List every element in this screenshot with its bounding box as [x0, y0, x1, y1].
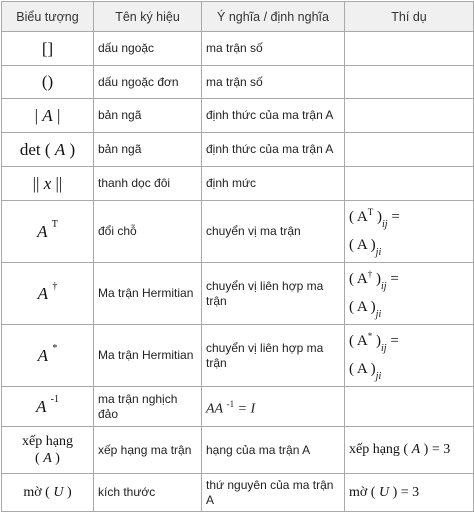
- name-cell: bản ngã: [94, 133, 202, 167]
- meaning-cell: định mức: [202, 167, 345, 201]
- symbol-cell: [2, 325, 94, 387]
- name-cell: thanh dọc đôi: [94, 167, 202, 201]
- table-row: [2, 133, 474, 167]
- example-cell: [345, 99, 474, 133]
- meaning-cell: thứ nguyên của ma trận A: [202, 474, 345, 512]
- table-row: [2, 263, 474, 325]
- meaning-cell: định thức của ma trận A: [202, 133, 345, 167]
- name-cell: kích thước: [94, 474, 202, 512]
- symbol-variable: A: [42, 105, 53, 125]
- symbol-variable: A: [37, 345, 49, 365]
- example-text: ) = 3: [420, 442, 451, 457]
- example-text: xếp hạng (: [349, 442, 412, 457]
- matrix-symbols-table: [1, 1, 474, 512]
- example-cell: [345, 66, 474, 99]
- symbol-text: xếp hạng: [22, 434, 73, 449]
- symbol-cell: [2, 387, 94, 427]
- meaning-variable: AA: [206, 401, 224, 417]
- example-subscript: ji: [375, 247, 382, 258]
- example-subscript: ji: [375, 371, 382, 382]
- symbol-text: mờ (: [23, 485, 54, 500]
- example-cell: [345, 32, 474, 66]
- example-rhs: ( A ): [349, 299, 376, 315]
- example-rhs: ( A ): [349, 237, 376, 253]
- name-cell: Ma trận Hermitian: [94, 325, 202, 387]
- meaning-cell: chuyển vị ma trận: [202, 201, 345, 263]
- name-cell: dấu ngoặc đơn: [94, 66, 202, 99]
- example-superscript: *: [367, 331, 373, 341]
- symbol-cell: [2, 99, 94, 133]
- example-lhs-close: ): [373, 209, 382, 225]
- meaning-cell: [202, 387, 345, 427]
- symbol-variable: A: [36, 396, 47, 416]
- symbol-variable: x: [43, 173, 52, 193]
- meaning-cell: ma trận số: [202, 32, 345, 66]
- example-rhs: ( A ): [349, 361, 376, 377]
- name-cell: ma trận nghịch đảo: [94, 387, 202, 427]
- table-row: [2, 325, 474, 387]
- symbol-superscript: -1: [50, 393, 59, 405]
- example-superscript: †: [367, 269, 373, 279]
- table-row: [2, 167, 474, 201]
- symbol-text: (: [35, 451, 44, 466]
- symbol-text: |: [34, 105, 43, 125]
- table-row: [2, 427, 474, 474]
- symbol-cell: [2, 263, 94, 325]
- symbol-cell: [2, 133, 94, 167]
- example-lhs: ( A: [349, 209, 368, 225]
- example-cell: [345, 387, 474, 427]
- example-cell: [345, 325, 474, 387]
- example-cell: [345, 167, 474, 201]
- example-text: mờ (: [349, 484, 379, 500]
- example-equals: =: [386, 271, 399, 287]
- meaning-cell: ma trận số: [202, 66, 345, 99]
- meaning-cell: chuyển vị liên hợp ma trận: [202, 325, 345, 387]
- example-cell: [345, 201, 474, 263]
- meaning-rest: = I: [234, 401, 256, 417]
- symbol-cell: [2, 167, 94, 201]
- symbol-superscript: †: [52, 280, 58, 292]
- symbol-text: |: [52, 105, 61, 125]
- symbol-cell: [2, 201, 94, 263]
- symbol-cell: [2, 427, 94, 474]
- symbol-superscript: T: [51, 218, 58, 230]
- example-equals: =: [387, 209, 400, 225]
- name-cell: dấu ngoặc: [94, 32, 202, 66]
- meaning-cell: hạng của ma trận A: [202, 427, 345, 474]
- symbol-variable: U: [53, 485, 64, 500]
- table-row: [2, 201, 474, 263]
- example-lhs-close: ): [372, 333, 381, 349]
- header-symbol: Biểu tượng: [2, 2, 94, 32]
- example-variable: U: [378, 484, 390, 500]
- header-example: Thí dụ: [345, 2, 474, 32]
- name-cell: xếp hạng ma trận: [94, 427, 202, 474]
- table-row: [2, 387, 474, 427]
- example-subscript: ij: [381, 281, 387, 292]
- symbol-text: ): [65, 139, 76, 159]
- table-row: [2, 99, 474, 133]
- symbol-variable: A: [54, 139, 66, 159]
- symbol-text: det (: [19, 139, 55, 159]
- example-lhs: ( A: [349, 271, 368, 287]
- example-subscript: ji: [375, 309, 382, 320]
- symbol-text: ||: [51, 173, 63, 193]
- name-cell: bản ngã: [94, 99, 202, 133]
- example-superscript: T: [367, 207, 374, 217]
- symbol-text: ||: [32, 173, 44, 193]
- example-cell: [345, 427, 474, 474]
- meaning-superscript: -1: [226, 398, 235, 409]
- symbol-cell: []: [2, 32, 94, 66]
- example-equals: =: [386, 333, 399, 349]
- example-lhs: ( A: [349, 333, 368, 349]
- example-subscript: ij: [381, 343, 387, 354]
- example-cell: [345, 133, 474, 167]
- table-row: [2, 66, 474, 99]
- example-cell: [345, 263, 474, 325]
- header-meaning: Ý nghĩa / định nghĩa: [202, 2, 345, 32]
- example-lhs-close: ): [372, 271, 381, 287]
- example-subscript: ij: [382, 219, 388, 230]
- example-variable: A: [411, 442, 421, 457]
- symbol-text: ): [51, 451, 60, 466]
- meaning-cell: chuyển vị liên hợp ma trận: [202, 263, 345, 325]
- example-text: ) = 3: [389, 484, 420, 500]
- symbol-superscript: *: [52, 342, 58, 354]
- table-row: [2, 32, 474, 66]
- symbol-cell: (): [2, 66, 94, 99]
- symbol-text: ): [63, 485, 72, 500]
- table-header-row: [2, 2, 474, 32]
- symbol-variable: A: [43, 451, 52, 466]
- name-cell: đổi chỗ: [94, 201, 202, 263]
- meaning-cell: định thức của ma trận A: [202, 99, 345, 133]
- symbol-variable: A: [37, 221, 48, 241]
- name-cell: Ma trận Hermitian: [94, 263, 202, 325]
- symbol-variable: A: [37, 283, 49, 303]
- header-name: Tên ký hiệu: [94, 2, 202, 32]
